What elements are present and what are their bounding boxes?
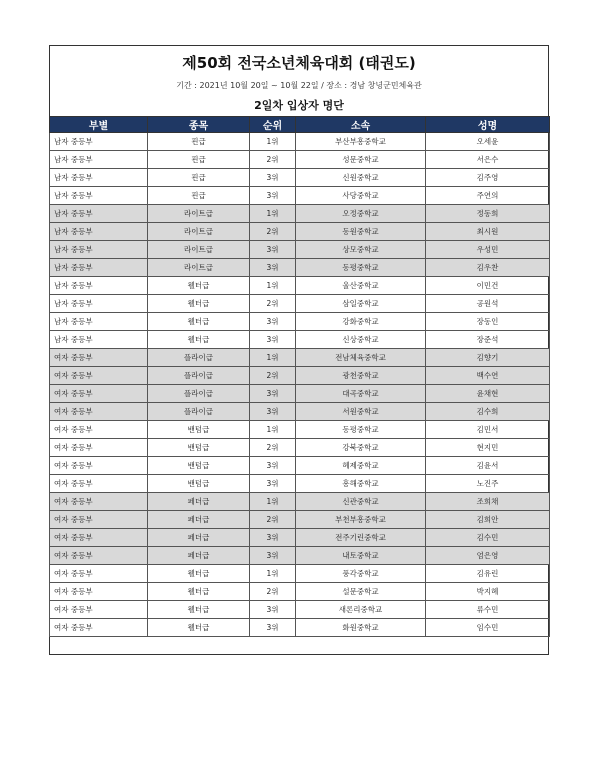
team-cell: 동원중학교	[296, 223, 426, 241]
team-cell: 설문중학교	[296, 583, 426, 601]
header-row	[50, 117, 550, 133]
division-cell: 여자 중등부	[50, 511, 148, 529]
division-cell: 남자 중등부	[50, 313, 148, 331]
division-cell: 남자 중등부	[50, 277, 148, 295]
division-cell: 여자 중등부	[50, 439, 148, 457]
rank-cell: 3위	[250, 475, 296, 493]
event-cell: 핀급	[148, 187, 250, 205]
division-cell: 남자 중등부	[50, 151, 148, 169]
name-cell: 김유린	[426, 565, 550, 583]
team-cell: 혜제중학교	[296, 457, 426, 475]
name-cell: 정동희	[426, 205, 550, 223]
table-row	[50, 439, 550, 457]
division-cell: 남자 중등부	[50, 295, 148, 313]
rank-cell: 1위	[250, 349, 296, 367]
team-cell: 서원중학교	[296, 403, 426, 421]
event-cell: 웰터급	[148, 295, 250, 313]
rank-cell: 3위	[250, 403, 296, 421]
name-cell: 김수희	[426, 403, 550, 421]
team-cell: 흥해중학교	[296, 475, 426, 493]
name-cell: 김희안	[426, 511, 550, 529]
division-cell: 남자 중등부	[50, 241, 148, 259]
event-cell: 플라이급	[148, 385, 250, 403]
team-cell: 대곡중학교	[296, 385, 426, 403]
division-cell: 남자 중등부	[50, 133, 148, 151]
name-cell: 조희채	[426, 493, 550, 511]
rank-cell: 3위	[250, 529, 296, 547]
table-row	[50, 421, 550, 439]
team-cell: 신관중학교	[296, 493, 426, 511]
team-cell: 신상중학교	[296, 331, 426, 349]
table-row	[50, 223, 550, 241]
document-frame	[49, 45, 549, 655]
table-row	[50, 259, 550, 277]
rank-cell: 1위	[250, 493, 296, 511]
name-cell: 김우찬	[426, 259, 550, 277]
table-row	[50, 403, 550, 421]
event-cell: 웰터급	[148, 583, 250, 601]
event-cell: 핀급	[148, 169, 250, 187]
event-cell: 라이트급	[148, 241, 250, 259]
event-cell: 플라이급	[148, 367, 250, 385]
header-name: 성명	[426, 117, 550, 133]
rank-cell: 3위	[250, 259, 296, 277]
table-row	[50, 205, 550, 223]
event-cell: 밴텀급	[148, 475, 250, 493]
rank-cell: 3위	[250, 385, 296, 403]
name-cell: 장준석	[426, 331, 550, 349]
team-cell: 상모중학교	[296, 241, 426, 259]
name-cell: 우성민	[426, 241, 550, 259]
division-cell: 여자 중등부	[50, 367, 148, 385]
rank-cell: 3위	[250, 547, 296, 565]
name-cell: 공원석	[426, 295, 550, 313]
team-cell: 광천중학교	[296, 367, 426, 385]
event-cell: 웰터급	[148, 331, 250, 349]
team-cell: 삼일중학교	[296, 295, 426, 313]
table-row	[50, 187, 550, 205]
event-cell: 웰터급	[148, 565, 250, 583]
table-row	[50, 295, 550, 313]
header-event: 종목	[148, 117, 250, 133]
team-cell: 동평중학교	[296, 421, 426, 439]
rank-cell: 3위	[250, 241, 296, 259]
header-rank: 순위	[250, 117, 296, 133]
event-info: 기간 : 2021년 10월 20일 ~ 10월 22일 / 장소 : 경남 창녕군민체육관	[176, 81, 422, 90]
table-row	[50, 151, 550, 169]
team-cell: 전주기린중학교	[296, 529, 426, 547]
event-cell: 라이트급	[148, 223, 250, 241]
name-cell: 류수민	[426, 601, 550, 619]
event-cell: 밴텀급	[148, 439, 250, 457]
team-cell: 내토중학교	[296, 547, 426, 565]
rank-cell: 3위	[250, 457, 296, 475]
division-cell: 남자 중등부	[50, 223, 148, 241]
event-cell: 라이트급	[148, 259, 250, 277]
table-row	[50, 475, 550, 493]
rank-cell: 2위	[250, 583, 296, 601]
division-cell: 여자 중등부	[50, 565, 148, 583]
name-cell: 김주영	[426, 169, 550, 187]
table-row	[50, 565, 550, 583]
rank-cell: 3위	[250, 331, 296, 349]
event-cell: 밴텀급	[148, 421, 250, 439]
header-team: 소속	[296, 117, 426, 133]
name-cell: 엄은영	[426, 547, 550, 565]
event-cell: 핀급	[148, 133, 250, 151]
table-row	[50, 349, 550, 367]
rank-cell: 3위	[250, 169, 296, 187]
table-row	[50, 331, 550, 349]
rank-cell: 2위	[250, 439, 296, 457]
event-cell: 플라이급	[148, 349, 250, 367]
division-cell: 여자 중등부	[50, 529, 148, 547]
division-cell: 여자 중등부	[50, 493, 148, 511]
team-cell: 화원중학교	[296, 619, 426, 637]
table-row	[50, 511, 550, 529]
division-cell: 남자 중등부	[50, 331, 148, 349]
team-cell: 신원중학교	[296, 169, 426, 187]
table-row	[50, 367, 550, 385]
table-row	[50, 133, 550, 151]
name-cell: 현지민	[426, 439, 550, 457]
table-row	[50, 583, 550, 601]
table-row	[50, 313, 550, 331]
header-division: 부별	[50, 117, 148, 133]
division-cell: 남자 중등부	[50, 205, 148, 223]
rank-cell: 3위	[250, 313, 296, 331]
table-row	[50, 169, 550, 187]
name-cell: 김민서	[426, 421, 550, 439]
rank-cell: 2위	[250, 511, 296, 529]
table-row	[50, 241, 550, 259]
table-row	[50, 277, 550, 295]
event-cell: 라이트급	[148, 205, 250, 223]
rank-cell: 1위	[250, 133, 296, 151]
event-cell: 핀급	[148, 151, 250, 169]
rank-cell: 2위	[250, 367, 296, 385]
name-cell: 오세윤	[426, 133, 550, 151]
name-cell: 노진주	[426, 475, 550, 493]
page-title: 제50회 전국소년체육대회 (태권도)	[182, 54, 416, 72]
rank-cell: 1위	[250, 421, 296, 439]
team-cell: 울산중학교	[296, 277, 426, 295]
team-cell: 부산부흥중학교	[296, 133, 426, 151]
team-cell: 전남체육중학교	[296, 349, 426, 367]
team-cell: 강화중학교	[296, 313, 426, 331]
name-cell: 최시원	[426, 223, 550, 241]
name-cell: 김윤서	[426, 457, 550, 475]
event-cell: 플라이급	[148, 403, 250, 421]
name-cell: 주연의	[426, 187, 550, 205]
event-cell: 페더급	[148, 511, 250, 529]
table-row	[50, 529, 550, 547]
results-table	[49, 116, 550, 637]
rank-cell: 1위	[250, 277, 296, 295]
rank-cell: 2위	[250, 151, 296, 169]
rank-cell: 2위	[250, 223, 296, 241]
division-cell: 여자 중등부	[50, 619, 148, 637]
event-cell: 웰터급	[148, 601, 250, 619]
name-cell: 서은수	[426, 151, 550, 169]
team-cell: 오정중학교	[296, 205, 426, 223]
name-cell: 김수민	[426, 529, 550, 547]
page-subtitle: 2일차 입상자 명단	[254, 99, 344, 112]
event-cell: 페더급	[148, 493, 250, 511]
name-cell: 장동인	[426, 313, 550, 331]
rank-cell: 1위	[250, 205, 296, 223]
team-cell: 사당중학교	[296, 187, 426, 205]
rank-cell: 3위	[250, 601, 296, 619]
team-cell: 강북중학교	[296, 439, 426, 457]
table-row	[50, 619, 550, 637]
team-cell: 부천부흥중학교	[296, 511, 426, 529]
rank-cell: 1위	[250, 565, 296, 583]
division-cell: 남자 중등부	[50, 259, 148, 277]
event-cell: 웰터급	[148, 313, 250, 331]
rank-cell: 2위	[250, 295, 296, 313]
name-cell: 임수민	[426, 619, 550, 637]
division-cell: 여자 중등부	[50, 601, 148, 619]
division-cell: 여자 중등부	[50, 349, 148, 367]
team-cell: 동평중학교	[296, 259, 426, 277]
division-cell: 여자 중등부	[50, 583, 148, 601]
name-cell: 이민건	[426, 277, 550, 295]
division-cell: 여자 중등부	[50, 475, 148, 493]
division-cell: 여자 중등부	[50, 403, 148, 421]
event-cell: 밴텀급	[148, 457, 250, 475]
table-row	[50, 493, 550, 511]
team-cell: 풍각중학교	[296, 565, 426, 583]
division-cell: 여자 중등부	[50, 547, 148, 565]
name-cell: 박지혜	[426, 583, 550, 601]
table-row	[50, 385, 550, 403]
name-cell: 윤채현	[426, 385, 550, 403]
event-cell: 웰터급	[148, 277, 250, 295]
division-cell: 여자 중등부	[50, 457, 148, 475]
table-row	[50, 457, 550, 475]
rank-cell: 3위	[250, 187, 296, 205]
division-cell: 남자 중등부	[50, 187, 148, 205]
team-cell: 성문중학교	[296, 151, 426, 169]
division-cell: 여자 중등부	[50, 385, 148, 403]
division-cell: 여자 중등부	[50, 421, 148, 439]
division-cell: 남자 중등부	[50, 169, 148, 187]
table-row	[50, 601, 550, 619]
event-cell: 페더급	[148, 547, 250, 565]
name-cell: 김향기	[426, 349, 550, 367]
event-cell: 웰터급	[148, 619, 250, 637]
name-cell: 백수연	[426, 367, 550, 385]
table-row	[50, 547, 550, 565]
team-cell: 새론리중학교	[296, 601, 426, 619]
rank-cell: 3위	[250, 619, 296, 637]
event-cell: 페더급	[148, 529, 250, 547]
